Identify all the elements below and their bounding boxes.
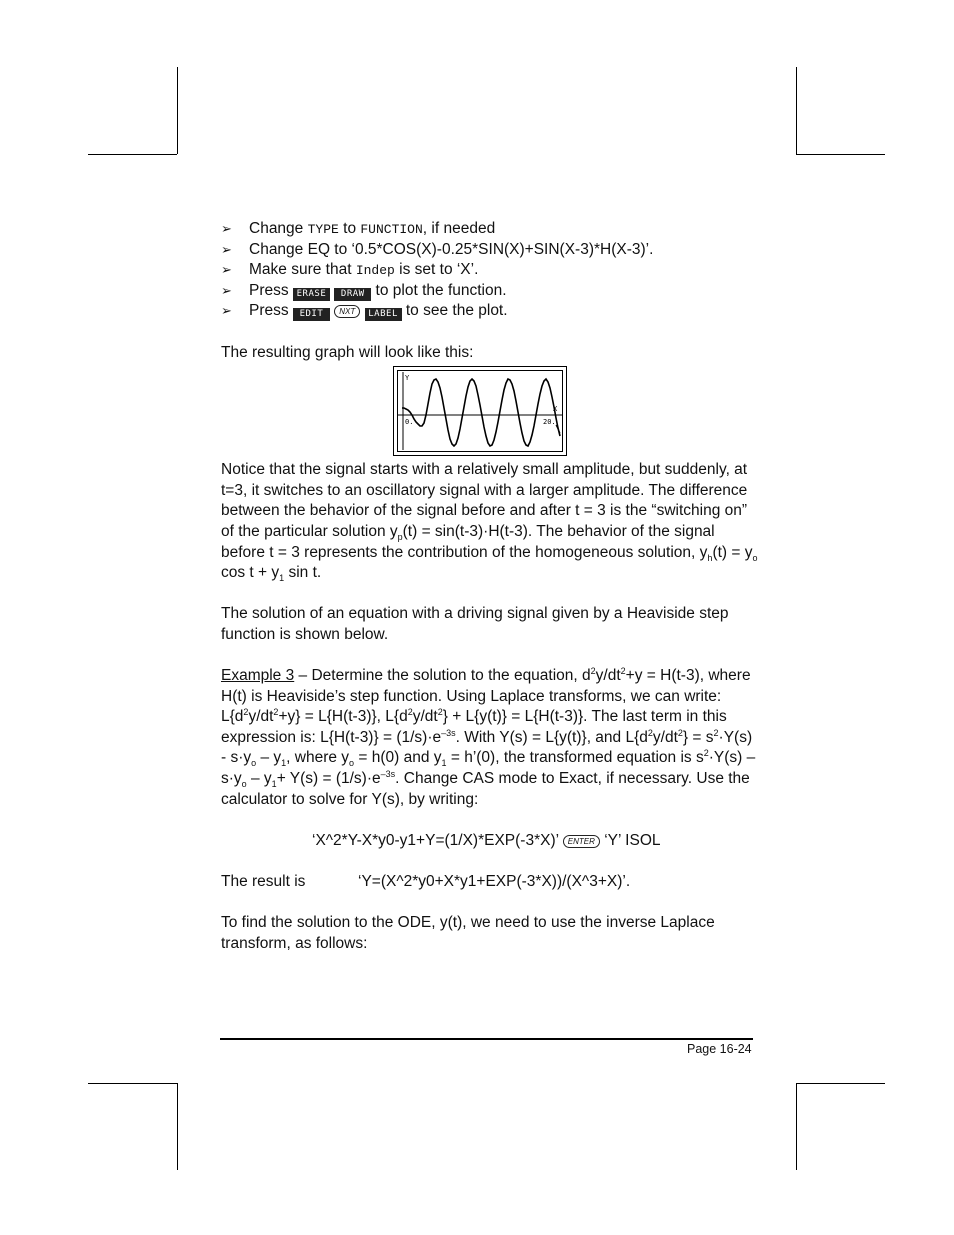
arrow-bullet-icon: ➢ — [221, 221, 232, 236]
text: Make sure that — [249, 261, 356, 279]
text: Change — [249, 220, 308, 237]
list-item — [221, 260, 761, 281]
crop-mark — [796, 67, 797, 154]
x-axis-label: X — [553, 405, 558, 414]
text: to plot the function. — [371, 281, 507, 299]
paragraph-inverse: To find the solution to the ODE, y(t), we need to use the inverse Laplace transform, as follows: — [221, 914, 715, 952]
crop-mark — [177, 67, 178, 154]
arrow-bullet-icon: ➢ — [221, 241, 232, 257]
code-text: Indep — [355, 263, 395, 279]
draw-softkey: DRAW — [334, 288, 371, 301]
plot-svg — [398, 371, 562, 451]
arrow-bullet-icon: ➢ — [221, 262, 232, 278]
y-axis-label: Y — [405, 374, 410, 383]
list-item — [221, 301, 761, 322]
paragraph-example: Example 3 – Determine the solution to the equation, $d^2y/dt^2+y = H(t-3)$, where H(t) is Heaviside’s step function. Using Laplace transforms, we can write: $L\{d^2y/dt^2+y\} = L\{H(t-3)\}$, $L\{d^2y/dt^2\} + L\{y(t)\} = L\{H(t-3)\}$. The last term in this expression is: $L\{H(t-3)\} = (1/s)\cdot e^{-3s}$. With Y(s) = L{y(t)}, and $L\{d^2y/dt^2\} = s^2\cdot Y(s) - s\cdot y_o - y_1$, where $y_o = h(0)$ and $y_1$ = h’(0), the transformed equation is $s^2\cdot Y(s) - s\cdot y_o - y_1+ Y(s) = (1/s)\cdot e^{-3s}$. Change CAS mode to Exact, if necessary. Use the calculator to solve for Y(s), by writing: — [221, 665, 756, 808]
list-item — [221, 219, 761, 240]
paragraph-notice: Notice that the signal starts with a relatively small amplitude, but suddenly, at t=3, it switches to an oscillatory signal with a larger amplitude. The difference between the behavior of the signal before and after t = 3 is the “switching on” of the particular solution $y_p(t) = \sin(t-3)\cdot H(t-3)$. The behavior of the signal before t = 3 represents the contribution of the homogeneous solution, $y_h(t) = y_o$ $\cos t + y_1$ sin t. — [221, 461, 758, 584]
crop-mark — [796, 1083, 885, 1084]
tick-label: 20. — [543, 418, 556, 427]
page-number: Page 16-24 — [687, 1042, 752, 1056]
page-content — [221, 219, 761, 954]
text: , if needed — [422, 220, 496, 237]
enter-key: ENTER — [563, 835, 600, 848]
crop-mark — [88, 154, 177, 155]
crop-mark — [796, 154, 885, 155]
arrow-bullet-icon: ➢ — [221, 282, 232, 298]
footer-rule — [220, 1038, 753, 1040]
paragraph-solution: The solution of an equation with a driving signal given by a Heaviside step function is shown below. — [221, 605, 729, 643]
code-text: TYPE — [307, 222, 339, 237]
code-text: FUNCTION — [360, 222, 423, 237]
text: is set to ‘X’. — [394, 261, 479, 279]
erase-softkey: ERASE — [293, 288, 330, 301]
list-item — [221, 240, 761, 261]
example-label: Example 3 — [221, 667, 295, 685]
formula-line: ‘X^2*Y-X*y0-y1+Y=(1/X)*EXP(-3*X)’ ENTER ‘Y’ ISOL — [312, 831, 661, 849]
text: Press — [249, 281, 293, 299]
paragraph: The resulting graph will look like this: — [221, 343, 474, 361]
list-item — [221, 281, 761, 302]
nxt-key: NXT — [334, 305, 360, 318]
tick-label: 0. — [405, 418, 414, 427]
crop-mark — [88, 1083, 177, 1084]
crop-mark — [177, 1083, 178, 1170]
calculator-plot-figure — [393, 366, 567, 456]
text: to — [338, 220, 361, 237]
text: to see the plot. — [401, 302, 508, 320]
label-softkey: LABEL — [365, 308, 402, 321]
arrow-bullet-icon: ➢ — [221, 303, 232, 319]
crop-mark — [796, 1083, 797, 1170]
edit-softkey: EDIT — [293, 308, 330, 321]
text: Change EQ to ‘0.5*COS(X)-0.25*SIN(X)+SIN(X-3)*H(X-3)’. — [249, 240, 654, 258]
text: Press — [249, 302, 293, 320]
plot-screen — [397, 370, 563, 452]
signal-curve — [402, 379, 560, 446]
instruction-list — [221, 219, 761, 322]
result-line: The result is ‘Y=(X^2*y0+X*y1+EXP(-3*X))/(X^3+X)’. — [221, 873, 631, 891]
